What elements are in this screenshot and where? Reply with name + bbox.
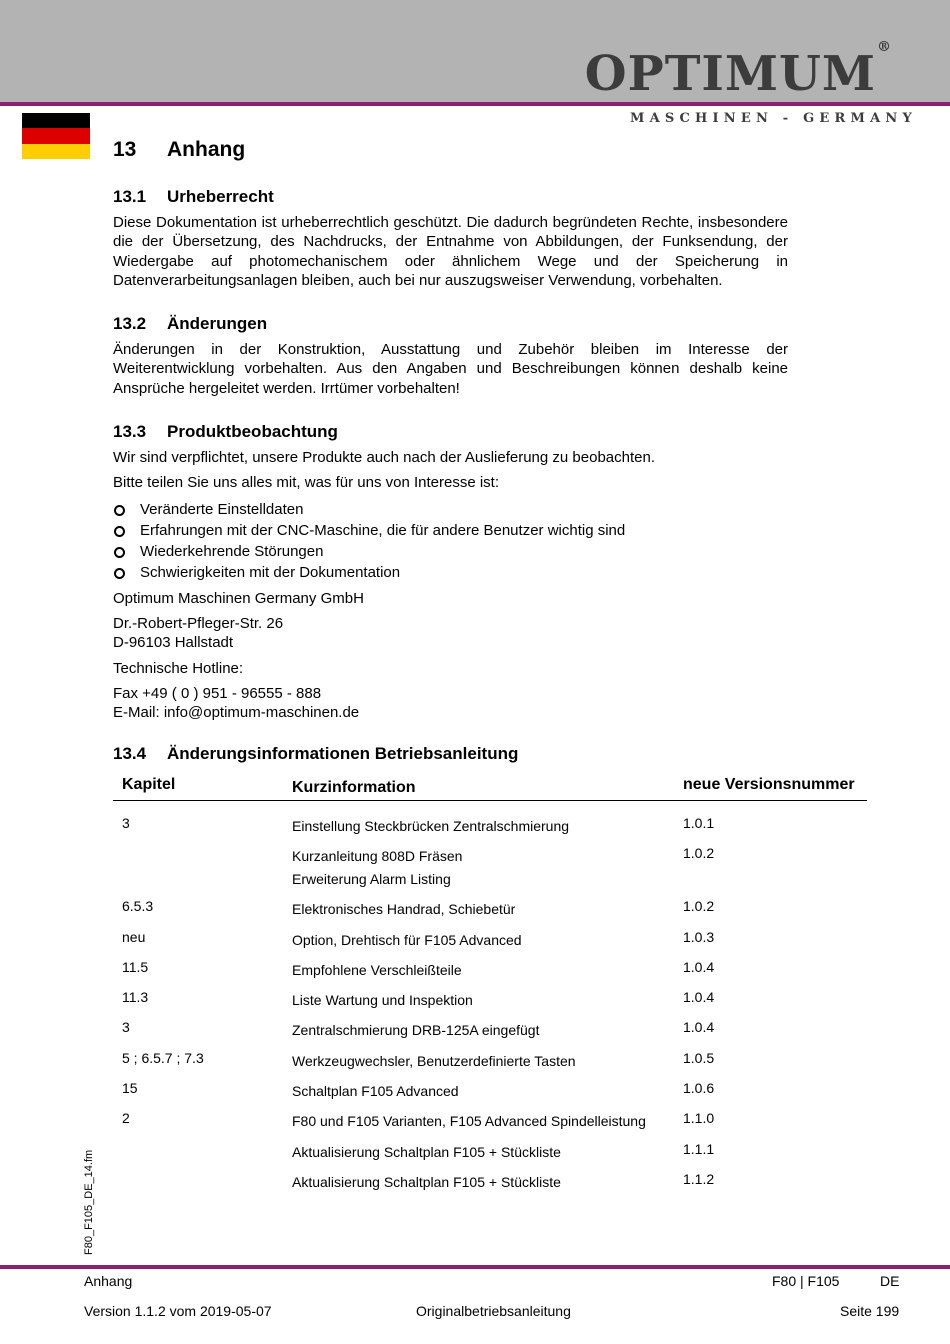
footer-models: F80 | F105 bbox=[772, 1273, 840, 1289]
section-heading: 13.1 Urheberrecht bbox=[113, 187, 274, 206]
source-filename: F80_F105_DE_14.fm bbox=[83, 1149, 95, 1255]
company-street: Dr.-Robert-Pfleger-Str. 26 bbox=[113, 614, 284, 632]
feedback-list bbox=[113, 499, 788, 583]
section-changes bbox=[113, 314, 788, 398]
table-header bbox=[113, 770, 867, 801]
fax-number: Fax +49 ( 0 ) 951 - 96555 - 888 bbox=[113, 684, 322, 702]
company-name: Optimum Maschinen Germany GmbH bbox=[113, 589, 364, 607]
section-heading: 13.3 Produktbeobachtung bbox=[113, 422, 338, 442]
main-content bbox=[113, 138, 788, 770]
footer-section: Anhang bbox=[84, 1273, 133, 1289]
bullet-icon bbox=[114, 568, 125, 579]
bullet-icon bbox=[114, 547, 125, 558]
table-row: 2 F80 und F105 Varianten, F105 Advanced Spindelleistung 1.1.0 bbox=[122, 1110, 715, 1130]
chapter-title: 13 Anhang bbox=[113, 138, 246, 161]
change-table bbox=[113, 770, 867, 1195]
intro-line: Bitte teilen Sie uns alles mit, was für uns von Interesse ist: bbox=[113, 474, 500, 492]
table-row: 3 Zentralschmierung DRB-125A eingefügt 1.0.4 bbox=[122, 1019, 715, 1039]
email-address[interactable]: E-Mail: info@optimum-maschinen.de bbox=[113, 704, 360, 722]
brand-logo: OPTIMUM® bbox=[584, 39, 892, 102]
intro-line: Wir sind verpflichtet, unsere Produkte auch nach der Auslieferung zu beobachten. bbox=[113, 449, 655, 467]
footer-document-type: Originalbetriebsanleitung bbox=[416, 1303, 571, 1319]
list-item: Schwierigkeiten mit der Dokumentation bbox=[113, 562, 788, 583]
table-row: 15 Schaltplan F105 Advanced 1.0.6 bbox=[122, 1080, 715, 1100]
german-flag-icon bbox=[22, 113, 90, 159]
header-kapitel: Kapitel bbox=[122, 776, 176, 793]
bullet-icon bbox=[114, 526, 125, 537]
table-row: 6.5.3 Elektronisches Handrad, Schiebetür 1.0.2 bbox=[122, 898, 715, 918]
section-text: Diese Dokumentation ist urheberrechtlich geschützt. Die dadurch begründeten Rechte, insbesondere die der Übersetzung, des Nachdrucks, der Entnahme von Abbildungen, der Funksendung, der Wiedergabe auf photomechanischem oder ähnlichem Wege und der Speicherung in Datenverarbeitungsanlagen bleiben, auch bei nur auszugsweiser Verwendung, vorbehalten. bbox=[113, 214, 788, 289]
table-row: Aktualisierung Schaltplan F105 + Stückliste 1.1.2 bbox=[292, 1170, 715, 1190]
bullet-icon bbox=[114, 505, 125, 516]
footer-language: DE bbox=[880, 1273, 900, 1289]
table-row: Kurzanleitung 808D Fräsen Erweiterung Alarm Listing 1.0.2 bbox=[292, 845, 715, 888]
section-product-monitoring bbox=[113, 422, 788, 722]
table-row: 11.3 Liste Wartung und Inspektion 1.0.4 bbox=[122, 989, 715, 1009]
brand-tagline: MASCHINEN - GERMANY bbox=[630, 111, 917, 126]
list-item: Erfahrungen mit der CNC-Maschine, die für andere Benutzer wichtig sind bbox=[113, 520, 788, 541]
section-heading: 13.4 Änderungsinformationen Betriebsanleitung bbox=[113, 744, 519, 764]
table-row: neu Option, Drehtisch für F105 Advanced 1.0.3 bbox=[122, 928, 715, 948]
header-version: neue Versionsnummer bbox=[683, 776, 855, 793]
hotline-label: Technische Hotline: bbox=[113, 659, 244, 677]
table-row: 11.5 Empfohlene Verschleißteile 1.0.4 bbox=[122, 958, 715, 978]
table-row: 3 Einstellung Steckbrücken Zentralschmierung 1.0.1 bbox=[122, 815, 715, 834]
table-row: Aktualisierung Schaltplan F105 + Stückliste 1.1.1 bbox=[292, 1140, 715, 1160]
list-item: Wiederkehrende Störungen bbox=[113, 541, 788, 562]
footer-page-number: Seite 199 bbox=[840, 1303, 900, 1319]
footer-divider bbox=[0, 1265, 950, 1269]
company-city: D-96103 Hallstadt bbox=[113, 634, 234, 652]
section-heading: 13.2 Änderungen bbox=[113, 314, 268, 334]
footer-version: Version 1.1.2 vom 2019-05-07 bbox=[84, 1303, 272, 1319]
header-kurzinfo: Kurzinformation bbox=[292, 779, 416, 796]
table-row: 5 ; 6.5.7 ; 7.3 Werkzeugwechsler, Benutzerdefinierte Tasten 1.0.5 bbox=[122, 1049, 715, 1069]
header-divider bbox=[0, 102, 950, 106]
section-copyright bbox=[113, 187, 788, 290]
list-item: Veränderte Einstelldaten bbox=[113, 499, 788, 520]
section-text: Änderungen in der Konstruktion, Ausstattung und Zubehör bleiben im Interesse der Weiterentwicklung vorbehalten. Aus den Angaben und Beschreibungen können deshalb keine Ansprüche hergeleitet werden. Irrtümer vorbehalten! bbox=[113, 341, 788, 397]
